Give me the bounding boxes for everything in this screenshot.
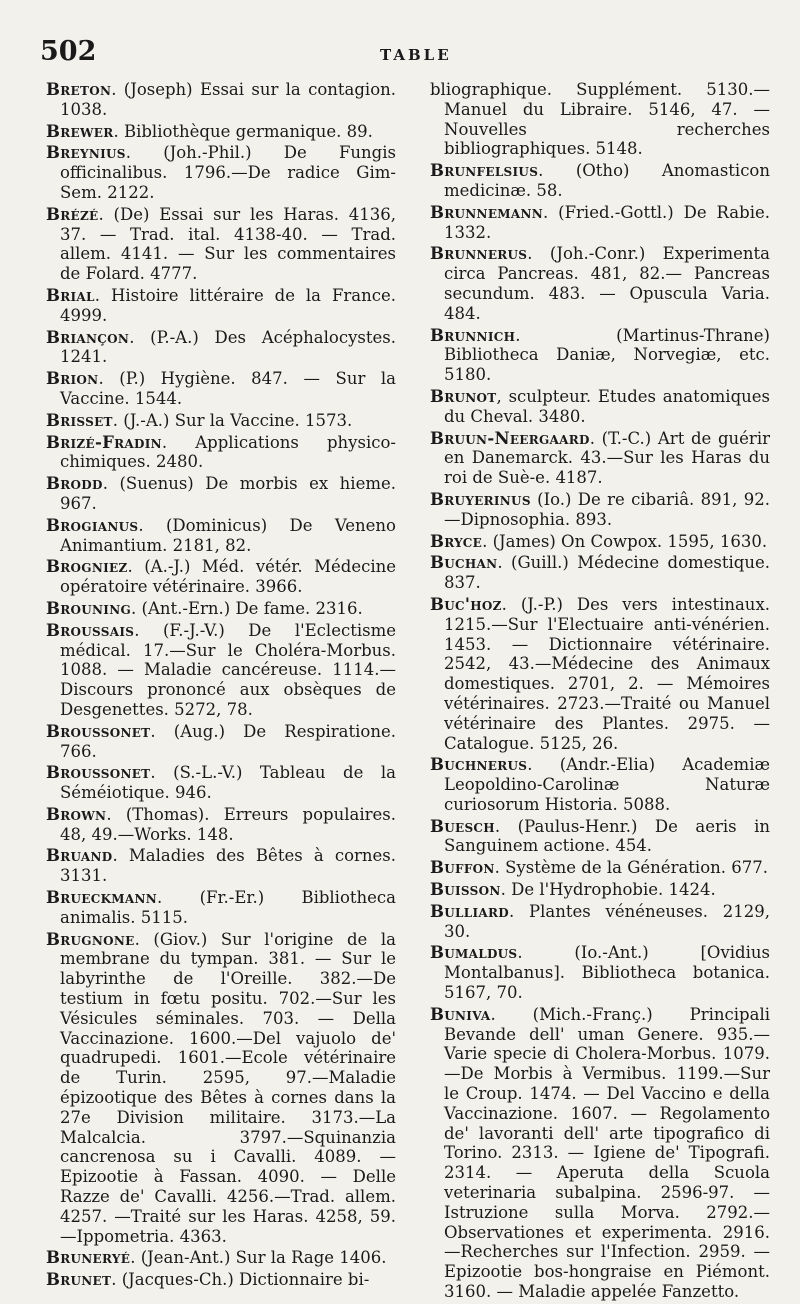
left-column xyxy=(46,80,396,1292)
index-entry xyxy=(430,858,770,878)
entry-author: Brunnemann xyxy=(430,202,543,222)
index-entry xyxy=(46,286,396,326)
entry-text: . (Jean-Ant.) Sur la Rage 1406. xyxy=(130,1248,387,1268)
entry-text: . (James) On Cowpox. 1595, 1630. xyxy=(482,531,768,551)
entry-text: . Bibliothèque germanique. 89. xyxy=(113,121,373,141)
index-entry xyxy=(46,516,396,556)
entry-text: . (Io.-Ant.) [Ovidius Montalbanus]. Bibliotheca botanica. 5167, 70. xyxy=(444,943,770,1003)
entry-text: bliographique. Supplément. 5130.— Manuel du Libraire. 5146, 47. — Nouvelles recherches bibliographiques. 5148. xyxy=(430,80,770,159)
entry-text: (Io.) De re cibariâ. 891, 92. —Dipnosophia. 893. xyxy=(444,489,770,529)
index-entry xyxy=(430,532,770,552)
index-entry xyxy=(46,846,396,886)
entry-text: . Histoire littéraire de la France. 4999. xyxy=(60,285,396,325)
entry-author: Bryce xyxy=(430,531,483,551)
entry-text: . Plantes vénéneuses. 2129, 30. xyxy=(444,901,770,941)
entry-text: . (J.-P.) Des vers intestinaux. 1215.—Sur l'Electuaire anti-vénérien. 1453. — Dictionnaire vétérinaire. 2542, 43.—Médecine des Animaux domestiques. 2701, 2. — Mémoires vétérinaires. 2723.—Traité ou Manuel vétérinaire des Plantes. 2975. — Catalogue. 5125, 26. xyxy=(444,594,770,753)
index-entry xyxy=(46,722,396,762)
index-entry xyxy=(46,80,396,120)
entry-author: Brugnone xyxy=(46,929,135,949)
entry-text: . (Jacques-Ch.) Dictionnaire bi- xyxy=(111,1270,370,1290)
index-entry xyxy=(430,203,770,243)
entry-author: Brion xyxy=(46,369,99,389)
index-entry xyxy=(430,755,770,814)
index-entry xyxy=(430,553,770,593)
entry-text: . (Dominicus) De Veneno Animantium. 2181, 82. xyxy=(60,515,396,555)
index-entry xyxy=(430,326,770,385)
entry-author: Brunet xyxy=(46,1270,112,1290)
index-entry xyxy=(430,880,770,900)
entry-author: Brézé xyxy=(46,204,99,224)
entry-author: Buc'hoz xyxy=(430,594,502,614)
entry-author: Brisset xyxy=(46,410,113,430)
entry-author: Buffon xyxy=(430,858,495,878)
index-entry xyxy=(46,621,396,720)
entry-text: . De l'Hydrophobie. 1424. xyxy=(500,880,716,900)
entry-text: . (F.-J.-V.) De l'Eclectisme médical. 17.—Sur le Choléra-Morbus. 1088. — Maladie cancéreuse. 1114.—Discours prononcé aux obsèques de Desgenettes. 5272, 78. xyxy=(60,620,396,719)
entry-text: , sculpteur. Etudes anatomiques du Cheval. 3480. xyxy=(444,386,770,426)
index-entry xyxy=(430,161,770,201)
entry-text: . (S.-L.-V.) Tableau de la Séméiotique. 946. xyxy=(60,763,396,803)
entry-author: Bruyerinus xyxy=(430,489,531,509)
entry-author: Brogniez xyxy=(46,557,128,577)
entry-author: Brogianus xyxy=(46,515,139,535)
entry-author: Bulliard xyxy=(430,901,509,921)
entry-text: . (Martinus-Thrane) Bibliotheca Daniæ, Norvegiæ, etc. 5180. xyxy=(444,325,770,385)
index-entry xyxy=(430,244,770,323)
entry-author: Brunnich xyxy=(430,325,516,345)
index-entry xyxy=(46,1248,396,1268)
entry-text: . (Fr.-Er.) Bibliotheca animalis. 5115. xyxy=(60,888,396,927)
entry-text: . (Fried.-Gottl.) De Rabie. 1332. xyxy=(444,202,770,242)
entry-author: Briançon xyxy=(46,327,130,347)
index-entry xyxy=(46,122,396,142)
entry-author: Brunot xyxy=(430,386,497,406)
index-entry xyxy=(46,369,396,409)
entry-author: Brown xyxy=(46,804,107,824)
entry-text: . Système de la Génération. 677. xyxy=(494,858,768,878)
entry-text: . (A.-J.) Méd. vétér. Médecine opératoire vétérinaire. 3966. xyxy=(60,557,396,597)
entry-author: Buisson xyxy=(430,880,501,900)
entry-author: Brodd xyxy=(46,474,103,494)
index-entry xyxy=(430,1005,770,1302)
index-entry xyxy=(46,763,396,803)
entry-text: . (Paulus-Henr.) De aeris in Sanguinem actione. 454. xyxy=(444,816,770,856)
index-entry xyxy=(430,429,770,488)
index-entry xyxy=(46,888,396,928)
entry-text: . (Guill.) Médecine domestique. 837. xyxy=(444,553,770,593)
entry-author: Bruun-Neergaard xyxy=(430,428,590,448)
index-entry xyxy=(46,433,396,473)
entry-author: Buniva xyxy=(430,1004,491,1024)
index-entry xyxy=(46,143,396,202)
index-entry xyxy=(46,930,396,1247)
index-entry xyxy=(430,943,770,1002)
entry-author: Brunnerus xyxy=(430,244,528,264)
index-entry xyxy=(46,557,396,597)
entry-text: . (De) Essai sur les Haras. 4136, 37. — Trad. ital. 4138-40. — Trad. allem. 4141. — Sur les commentaires de Folard. 4777. xyxy=(60,204,396,284)
index-entry xyxy=(46,328,396,368)
entry-author: Broussais xyxy=(46,620,135,640)
entry-text: . (Ant.-Ern.) De fame. 2316. xyxy=(131,598,363,618)
entry-author: Brizé-Fradin xyxy=(46,432,162,452)
index-entry xyxy=(46,1270,396,1290)
entry-author: Bruneryé xyxy=(46,1248,131,1268)
entry-text: . (Suenus) De morbis ex hieme. 967. xyxy=(60,474,396,513)
entry-text: . (Andr.-Elia) Academiæ Leopoldino-Carolinæ Naturæ curiosorum Historia. 5088. xyxy=(444,755,770,814)
entry-author: Brial xyxy=(46,285,95,305)
index-entry xyxy=(46,805,396,845)
entry-author: Brouning xyxy=(46,598,132,618)
entry-author: Buchan xyxy=(430,553,498,573)
entry-text: . Applications physico-chimiques. 2480. xyxy=(60,432,396,472)
index-entry xyxy=(430,490,770,530)
entry-author: Broussonet xyxy=(46,763,151,783)
index-entry xyxy=(430,817,770,857)
entry-text: . (P.-A.) Des Acéphalocystes. 1241. xyxy=(60,327,396,367)
entry-text: . (P.) Hygiène. 847. — Sur la Vaccine. 1544. xyxy=(60,369,396,408)
index-entry xyxy=(430,80,770,159)
entry-text: . (T.-C.) Art de guérir en Danemarck. 43.—Sur les Haras du roi de Suè-e. 4187. xyxy=(444,428,770,488)
entry-author: Brueckmann xyxy=(46,888,158,908)
entry-text: . (Joh.-Phil.) De Fungis officinalibus. 1796.—De radice Gim-Sem. 2122. xyxy=(60,143,396,202)
page-number: 502 xyxy=(40,36,97,67)
index-entry xyxy=(46,474,396,514)
entry-author: Breynius xyxy=(46,143,126,163)
entry-text: . (Aug.) De Respiratione. 766. xyxy=(60,721,396,761)
entry-text: . (J.-A.) Sur la Vaccine. 1573. xyxy=(112,410,353,430)
index-entry xyxy=(46,599,396,619)
entry-author: Broussonet xyxy=(46,721,151,741)
entry-author: Bruand xyxy=(46,846,113,866)
index-entry xyxy=(430,902,770,942)
running-head: TABLE xyxy=(380,46,452,64)
entry-author: Brewer xyxy=(46,121,114,141)
entry-author: Buchnerus xyxy=(430,755,528,775)
entry-author: Breton xyxy=(46,80,112,99)
entry-text: . (Otho) Anomasticon medicinæ. 58. xyxy=(444,161,770,200)
index-entry xyxy=(430,387,770,427)
entry-text: . Maladies des Bêtes à cornes. 3131. xyxy=(60,846,396,886)
entry-author: Buesch xyxy=(430,816,495,836)
entry-text: . (Mich.-Franç.) Principali Bevande dell' uman Genere. 935.—Varie specie di Cholera-Morbus. 1079.—De Morbis à Vermibus. 1199.—Sur le Croup. 1474. — Del Vaccino e della Vaccinazione. 1607. — Regolamento de' lavoranti dell' arte tipografico di Torino. 2313. — Igiene de' Tipografi. 2314. — Aperuta della Scuola veterinaria subalpina. 2596-97. — Istruzione sulla Morva. 2792.—Observationes et experimenta. 2916.—Recherches sur l'Infection. 2959. — Epizootie bos-hongraise en Piémont. 3160. — Maladie appelée Fanzetto. xyxy=(444,1004,770,1302)
right-column xyxy=(430,80,770,1304)
entry-text: . (Joh.-Conr.) Experimenta circa Pancreas. 481, 82.— Pancreas secundum. 483. — Opuscula Varia. 484. xyxy=(444,244,770,323)
index-entry xyxy=(430,595,770,753)
entry-text: . (Thomas). Erreurs populaires. 48, 49.—Works. 148. xyxy=(60,804,396,844)
entry-text: . (Joseph) Essai sur la contagion. 1038. xyxy=(60,80,396,119)
index-entry xyxy=(46,205,396,284)
entry-author: Bumaldus xyxy=(430,943,518,963)
entry-author: Brunfelsius xyxy=(430,161,539,181)
index-entry xyxy=(46,411,396,431)
entry-text: . (Giov.) Sur l'origine de la membrane du tympan. 381. — Sur le labyrinthe de l'Oreille. 382.—De testium in fœtu positu. 702.—Sur les Vésicules séminales. 703. — Della Vaccinazione. 1600.—Del vajuolo de' quadrupedi. 1601.—Ecole vétérinaire de Turin. 2595, 97.—Maladie épizootique des Bêtes à cornes dans la 27e Division militaire. 3173.—La Malcalcia. 3797.—Squinanzia cancrenosa su i Cavalli. 4089. — Epizootie à Fassan. 4090. — Delle Razze de' Cavalli. 4256.—Trad. allem. 4257. —Traité sur les Haras. 4258, 59.—Ippometria. 4363. xyxy=(60,929,396,1246)
